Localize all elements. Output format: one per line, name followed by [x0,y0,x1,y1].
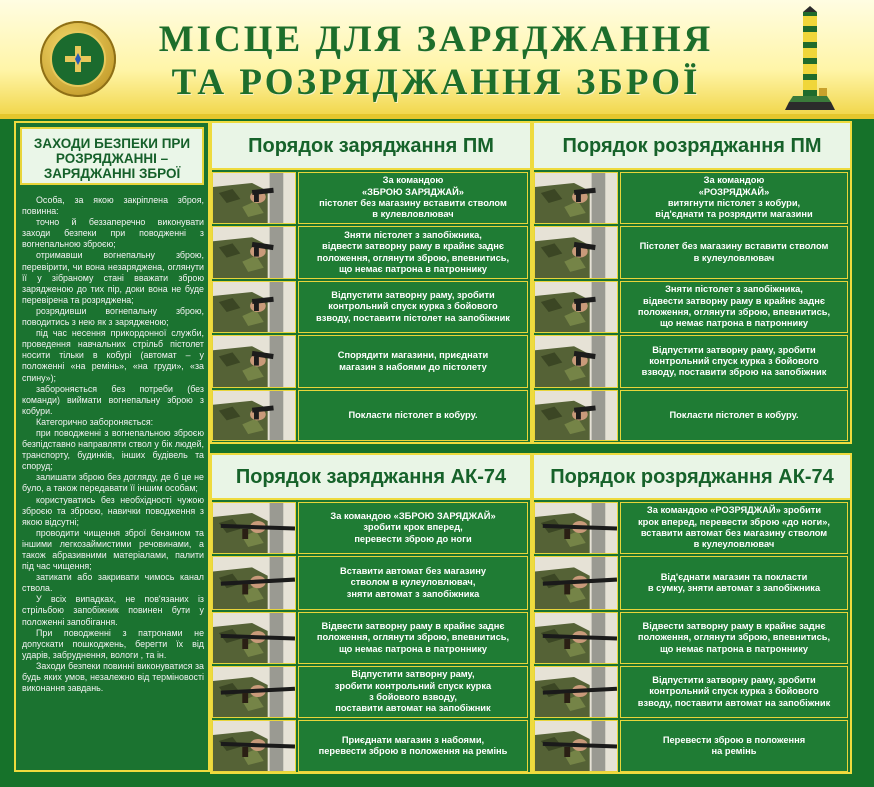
safety-paragraph: забороняється без потреби (без команди) виймати вогнепальну зброю з кобури. [22,383,204,416]
step-text-line: в кулеуловлювач [693,252,775,263]
step-text-line: на ремінь [711,746,757,756]
step-text-line: За командою «ЗБРОЮ ЗАРЯДЖАЙ» [330,511,496,522]
step-text-line: Зняти пістолет з запобіжника, [344,229,482,240]
step-text-line: що немає патрона в патроннику [659,643,809,654]
pistol-step-photo [535,336,617,387]
pm-unloading-step-photo [534,281,618,333]
pm-unloading-section [532,121,852,444]
safety-paragraph: розрядивши вогнепальну зброю, поводитись з нею як з зарядженою; [22,305,204,328]
safety-paragraph: при поводженні з вогнепальною зброєю безпідставно направляти ствол у бік людей, транспорту, будинків, інших будівель та споруд; [22,427,204,472]
step-text-line: взводу, поставити зброю на запобіжник [641,367,827,378]
ak74-loading-step-photo [212,666,296,718]
rifle-step-photo [213,613,295,663]
safety-paragraph: Особа, за якою закріплена зброя, повинна: [22,195,204,217]
step-text-line: що немає патрона в патроннику [659,318,809,329]
step-text-line: Покласти пістолет в кобуру. [348,409,478,420]
step-text-line: Перевести зброю в положення [662,734,806,745]
ak74-loading-step-text [298,720,528,772]
step-text-line: вставити автомат без магазину стволом [640,528,828,538]
ak74-unloading-section [532,453,852,774]
rifle-step-photo [535,503,617,553]
step-text-line: відвести затворну раму в крайнє заднє [643,295,825,306]
ak74-unloading-step-text [620,502,848,554]
page-title [120,18,752,108]
step-text-line: стволом в кулеуловлювач, [350,577,476,588]
rifle-step-photo [535,557,617,609]
ak74-unloading-title: Порядок розряджання АК-74 [534,455,850,500]
pm-loading-step-photo [212,390,296,441]
ak74-unloading-step-text [620,556,848,610]
safety-paragraph: точно й беззаперечно виконувати заходи безпеки при поводженні з вогнепальною зброєю; [22,217,204,250]
pm-loading-step-text [298,281,528,333]
step-text-line: крок вперед, перевести зброю «до ноги», [638,516,830,527]
step-text-line: «РОЗРЯДЖАЙ» [698,186,770,197]
safety-paragraph: затикати або закривати чимось канал ствола. [22,572,204,594]
pm-loading-title: Порядок заряджання ПМ [212,123,530,170]
ak74-unloading-step-photo [534,612,618,664]
pistol-step-photo [213,227,295,278]
safety-rules-text [22,195,204,765]
pm-unloading-step-text [620,335,848,388]
pm-loading-step-text [298,390,528,441]
rifle-step-photo [213,503,295,553]
pm-unloading-step-text [620,172,848,224]
pm-loading-step-photo [212,335,296,388]
step-text-line: Приєднати магазин з набоями, [341,734,485,745]
step-text-line: витягнути пістолет з кобури, [667,198,801,208]
pistol-step-photo [535,227,617,278]
ak74-unloading-step-text [620,720,848,772]
rifle-step-photo [535,613,617,663]
step-text-line: Відпустити затворну раму, зробити [331,290,495,301]
pistol-step-photo [213,173,295,223]
rifle-step-photo [213,721,295,771]
ak74-loading-title: Порядок заряджання АК-74 [212,455,530,500]
ak74-loading-step-photo [212,502,296,554]
pm-unloading-step-text [620,281,848,333]
step-text-line: що немає патрона в патроннику [338,643,488,654]
step-text-line: поставити автомат на запобіжник [335,703,491,714]
ak74-loading-section [210,453,532,774]
pm-loading-step-text [298,226,528,279]
safety-paragraph: У всіх випадках, не пов'язаних із стрільбою запобіжник повинен бути у положенні запобігання. [22,594,204,627]
step-text-line: Від'єднати магазин та покласти [660,571,808,582]
safety-panel [14,121,210,772]
step-text-line: положення, оглянути зброю, впевнитись, [637,632,831,643]
pm-unloading-title: Порядок розряджання ПМ [534,123,850,170]
ak74-unloading-step-photo [534,556,618,610]
pistol-step-photo [213,282,295,332]
step-text-line: магазин з набоями до пістолету [339,361,487,372]
ak74-loading-step-text [298,556,528,610]
step-text-line: положення, оглянути зброю, впевнитись, [637,307,831,317]
step-text-line: взводу, поставити пістолет на запобіжник [316,312,510,323]
step-text-line: Відпустити затворну раму, зробити [652,344,816,355]
pm-unloading-step-photo [534,335,618,388]
step-text-line: Відвести затворну раму в крайнє заднє [642,621,826,632]
step-text-line: контрольний спуск курка з бойового [649,686,819,697]
step-text-line: в сумку, зняти автомат з запобіжника [647,583,821,593]
ak74-loading-step-text [298,502,528,554]
pm-loading-step-text [298,172,528,224]
title-line-1: МІСЦЕ ДЛЯ ЗАРЯДЖАННЯ [158,19,714,60]
step-text-line: За командою [703,175,765,186]
safety-paragraph: залишати зброю без догляду, де б це не було, а також передавати її іншим особам; [22,472,204,494]
pm-unloading-step-text [620,226,848,279]
step-text-line: контрольний спуск курка з бойового [649,355,819,366]
header-banner [0,0,874,116]
pm-unloading-step-text [620,390,848,441]
step-text-line: від'єднати та розрядити магазини [655,209,813,220]
pistol-step-photo [213,391,295,440]
step-text-line: Спорядити магазини, приєднати [337,350,489,361]
pm-loading-section [210,121,532,444]
border-post-icon [785,6,835,112]
step-text-line: перевести зброю в положення на ремінь [318,746,508,756]
safety-heading: ЗАХОДИ БЕЗПЕКИ ПРИ РОЗРЯДЖАННІ – ЗАРЯДЖАННІ ЗБРОЇ [20,127,204,185]
step-text-line: За командою [382,175,444,186]
rifle-step-photo [213,667,295,717]
safety-paragraph: під час несення прикордонної служби, проведення навчальних стрільб пістолет носити тільки в кобурі (автомат – у положенні «на ремінь», «на груди», «за спину»); [22,328,204,383]
safety-paragraph: користуватись без необхідності чужою зброєю та зброєю, навички поводження з якою відсутні; [22,494,204,527]
ak74-loading-step-text [298,666,528,718]
step-text-line: взводу, поставити автомат на запобіжник [637,697,831,708]
pm-loading-step-text [298,335,528,388]
safety-paragraph: При поводженні з патронами не допускати пошкоджень, берегти їх від ударів, забруднення, вологи , та ін. [22,627,204,660]
step-text-line: зробити крок вперед, [363,522,463,533]
step-text-line: Відпустити затворну раму, [351,669,475,680]
header-divider [0,114,874,119]
ak74-loading-step-photo [212,556,296,610]
pistol-step-photo [535,173,617,223]
rifle-step-photo [213,557,295,609]
step-text-line: положення, оглянути зброю, впевнитись, [316,632,510,643]
safety-paragraph: отримавши вогнепальну зброю, перевірити, чи вона незаряджена, оглянути її у зібраному стані вважати зброю зарядженою до тих пір, доки вона не буде перевірена та розряджена; [22,250,204,305]
safety-paragraph: Заходи безпеки повинні виконуватися за будь яких умов, незалежно від терміновості виконання завдань. [22,660,204,694]
pm-loading-step-photo [212,226,296,279]
ak74-unloading-step-text [620,612,848,664]
ak74-loading-step-photo [212,720,296,772]
step-text-line: Пістолет без магазину вставити стволом [639,241,829,252]
step-text-line: Покласти пістолет в кобуру. [669,409,799,420]
pm-unloading-step-photo [534,172,618,224]
step-text-line: контрольний спуск курка з бойового [328,301,498,312]
ak74-unloading-step-photo [534,720,618,772]
step-text-line: зняти автомат з запобіжника [346,588,480,599]
step-text-line: в кулевловлювач [372,209,454,220]
ak74-unloading-step-text [620,666,848,718]
step-text-line: перевести зброю до ноги [354,533,472,544]
pm-unloading-step-photo [534,390,618,441]
safety-paragraph: Категорично забороняється: [36,416,154,427]
pistol-step-photo [213,336,295,387]
step-text-line: з бойового взводу, [369,692,457,702]
border-guard-emblem-icon [40,21,116,97]
title-line-2: ТА РОЗРЯДЖАННЯ ЗБРОЇ [171,62,701,103]
safety-paragraph: проводити чищення зброї бензином та іншими легкозаймистими речовинами, а також абразивними матеріалами, палити під час чищення; [22,527,204,572]
rifle-step-photo [535,721,617,771]
pm-loading-step-photo [212,172,296,224]
ak74-unloading-step-photo [534,666,618,718]
step-text-line: що немає патрона в патроннику [338,263,488,274]
step-text-line: За командою «РОЗРЯДЖАЙ» зробити [646,505,822,516]
step-text-line: Вставити автомат без магазину [339,566,487,577]
ak74-loading-step-photo [212,612,296,664]
step-text-line: Зняти пістолет з запобіжника, [665,284,803,295]
step-text-line: в кулеуловлювач [693,539,775,550]
pm-loading-step-photo [212,281,296,333]
pistol-step-photo [535,282,617,332]
emblem-cross-icon [63,44,93,74]
step-text-line: відвести затворну раму в крайнє заднє [322,241,504,252]
pm-unloading-step-photo [534,226,618,279]
pistol-step-photo [535,391,617,440]
step-text-line: «ЗБРОЮ ЗАРЯДЖАЙ» [362,186,464,197]
step-text-line: пістолет без магазину вставити стволом [319,198,507,208]
rifle-step-photo [535,667,617,717]
step-text-line: Відвести затворну раму в крайнє заднє [321,621,505,632]
step-text-line: положення, оглянути зброю, впевнитись, [316,252,510,263]
ak74-loading-step-text [298,612,528,664]
step-text-line: Відпустити затворну раму, зробити [652,675,816,686]
emblem-shield [50,31,106,87]
ak74-unloading-step-photo [534,502,618,554]
step-text-line: зробити контрольний спуск курка [334,680,492,691]
